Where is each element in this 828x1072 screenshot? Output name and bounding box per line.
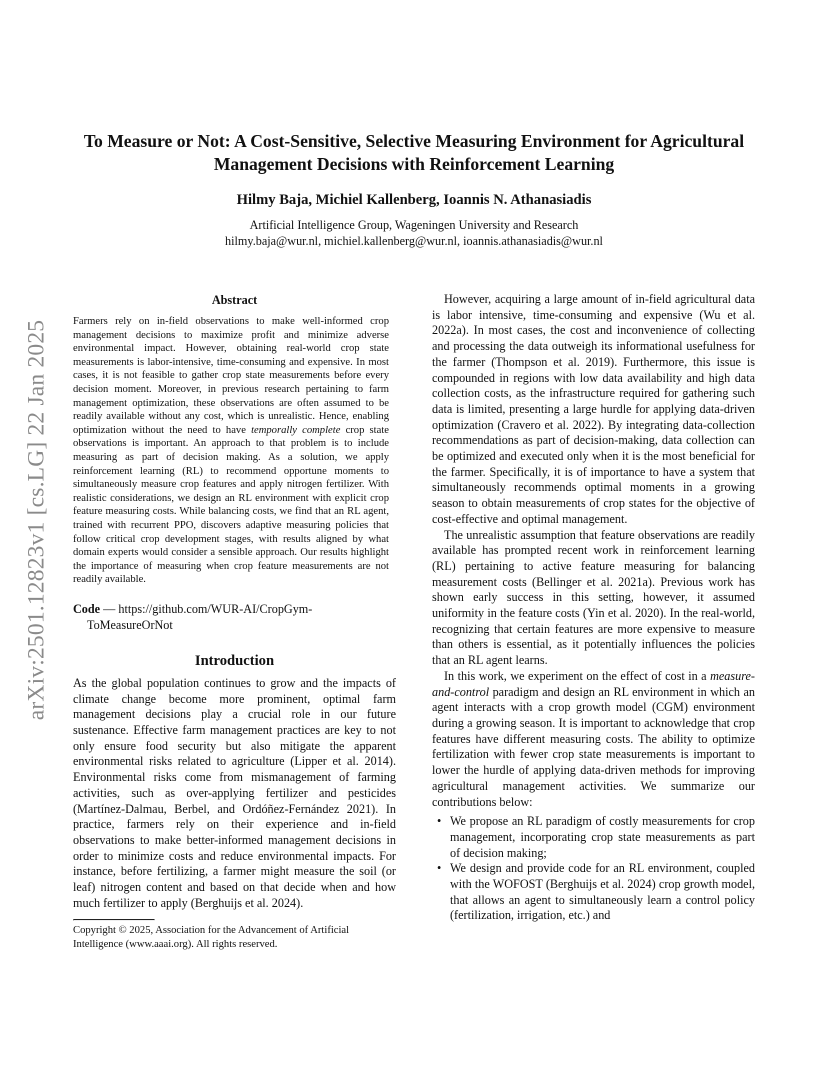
code-url[interactable]: — https://github.com/WUR-AI/CropGym-ToMeasureOrNot xyxy=(87,601,313,632)
intro-p4-part-2: paradigm and design an RL environment in which an agent interacts with a crop growth model (CGM) environment during a growing season. It is important to acknowledge that crop features have different measuring costs. The ability to optimize fertilization with fewer crop state measurements is important to lower the hurdle of applying data-driven methods for improving agricultural management activities. We summarize our contributions below: xyxy=(432,684,755,809)
paper-title: To Measure or Not: A Cost-Sensitive, Selective Measuring Environment for Agricultural Management Decisions with Reinforcement Learning xyxy=(83,131,745,174)
intro-paragraph-1: As the global population continues to grow and the impacts of climate change become more prominent, optimal farm management decisions play a crucial role in our future sustenance. Effective farm management practices are key to not only ensure food security but also mitigate the apparent environmental risks related to agriculture (Lipper et al. 2014). Environmental risks come from mismanagement of farming activities, such as over-applying fertilizer and pesticides (Martínez-Dalmau, Berbel, and Ordóñez-Fernández 2021). In practice, farmers rely on their experience and in-field observations to make better-informed management decisions in order to minimize costs and reduce environmental impacts. For instance, before fertilizing, a farmer might measure the soil (or leaf) nitrogen content and based on that decide when and how much fertilizer to apply (Berghuijs et al. 2024). xyxy=(73,675,396,910)
contributions-list xyxy=(432,814,755,924)
arxiv-stamp xyxy=(12,260,62,780)
intro-paragraph-3: The unrealistic assumption that feature observations are readily available has prompted recent work in reinforcement learning (RL) pertaining to active feature measuring for balancing measurement costs (Bellinger et al. 2021a). Previous work has shown early success in this setting, however, it assumed uniformity in the feature costs (Yin et al. 2020). In the real-world, recognizing that certain features are more expensive to measure than others is essential, as it potentially influences the policies that an RL agent learns. xyxy=(432,527,755,668)
contribution-text: We propose an RL paradigm of costly measurements for crop management, incorporating crop state measurements as part of decision making; xyxy=(450,814,755,860)
bullet-icon: • xyxy=(437,814,442,829)
affiliation: Artificial Intelligence Group, Wageningen University and Research xyxy=(249,218,579,232)
paper-authors: Hilmy Baja, Michiel Kallenberg, Ioannis N. Athanasiadis xyxy=(236,192,592,208)
contribution-text: We design and provide code for an RL environment, coupled with the WOFOST (Berghuijs et al. 2024) crop growth model, that allows an agent to simultaneously learn a control policy (fertilization, irrigation, etc.) and xyxy=(450,861,755,923)
footnote-divider xyxy=(73,919,155,921)
abstract-heading: Abstract xyxy=(211,293,258,307)
affiliation-block xyxy=(80,217,748,249)
intro-paragraph-2: However, acquiring a large amount of in-field agricultural data is labor intensive, time-consuming and expensive (Wu et al. 2022a). In most cases, the cost and inconvenience of collecting and processing the data outweigh its informational usefulness for the farmer (Thompson et al. 2019). Furthermore, this issue is compounded in regions with low data availability and high data collection costs, as the infrastructure required for gathering such data is limited, presenting a large hurdle for applying data-driven optimization (Cravero et al. 2022). By integrating data-collection recommendations as part of decision-making, data collection can be optimized and executed only when it is the most beneficial for the farmer. Specifically, it is of importance to have a system that simultaneously recommends optimal moments in a growing season to obtain measurements of crop states for the objective of cost-effective and optimal management. xyxy=(432,292,755,526)
arxiv-stamp-text: arXiv:2501.12823v1 [cs.LG] 22 Jan 2025 xyxy=(23,319,50,721)
abstract-text-part-1: Farmers rely on in-field observations to make well-informed crop management decisions to maximize profit and minimize adverse environmental impact. However, obtaining real-world crop state measurements is labor-intensive, time-consuming and expensive. In most cases, it is not feasible to gather crop state measurements before every decision moment. Moreover, in previous research pertaining to farm management optimization, these observations are often assumed to be readily available without any cost, which is unrealistic. Hence, enabling optimization without the need to have xyxy=(73,316,389,436)
intro-p4-part-1: In this work, we experiment on the effect of cost in a xyxy=(444,668,711,683)
abstract-text-part-2: crop state observations is important. An approach to that problem is to include measuring as part of decision making. As a solution, we apply reinforcement learning (RL) to recommend opportune moments to simultaneously measure crop features and apply nitrogen fertilizer. With realistic considerations, we design an RL environment with explicit crop feature measuring costs. While balancing costs, we find that an RL agent, trained with recurrent PPO, discovers adaptive measuring policies that follow critical crop development stages, with results aligned by what domain experts would consider a sensible approach. Our results highlight the importance of measuring when crop feature measurements are not readily available. xyxy=(73,424,389,586)
code-link xyxy=(73,601,396,633)
abstract-text xyxy=(73,315,389,587)
right-column xyxy=(432,292,755,924)
copyright-footnote: Copyright © 2025, Association for the Advancement of Artificial Intelligence (www.aaai.org). All rights reserved. xyxy=(73,925,350,950)
contribution-item xyxy=(432,814,755,861)
left-column xyxy=(73,292,396,911)
author-emails: hilmy.baja@wur.nl, michiel.kallenberg@wur.nl, ioannis.athanasiadis@wur.nl xyxy=(225,234,603,248)
code-label: Code xyxy=(73,601,101,616)
abstract-italic: temporally complete xyxy=(251,424,341,436)
bullet-icon: • xyxy=(437,861,442,876)
intro-paragraph-4 xyxy=(432,669,755,810)
contribution-item xyxy=(432,861,755,924)
introduction-heading: Introduction xyxy=(194,652,275,669)
intro-p4-italic: measure-and-control xyxy=(432,668,755,699)
